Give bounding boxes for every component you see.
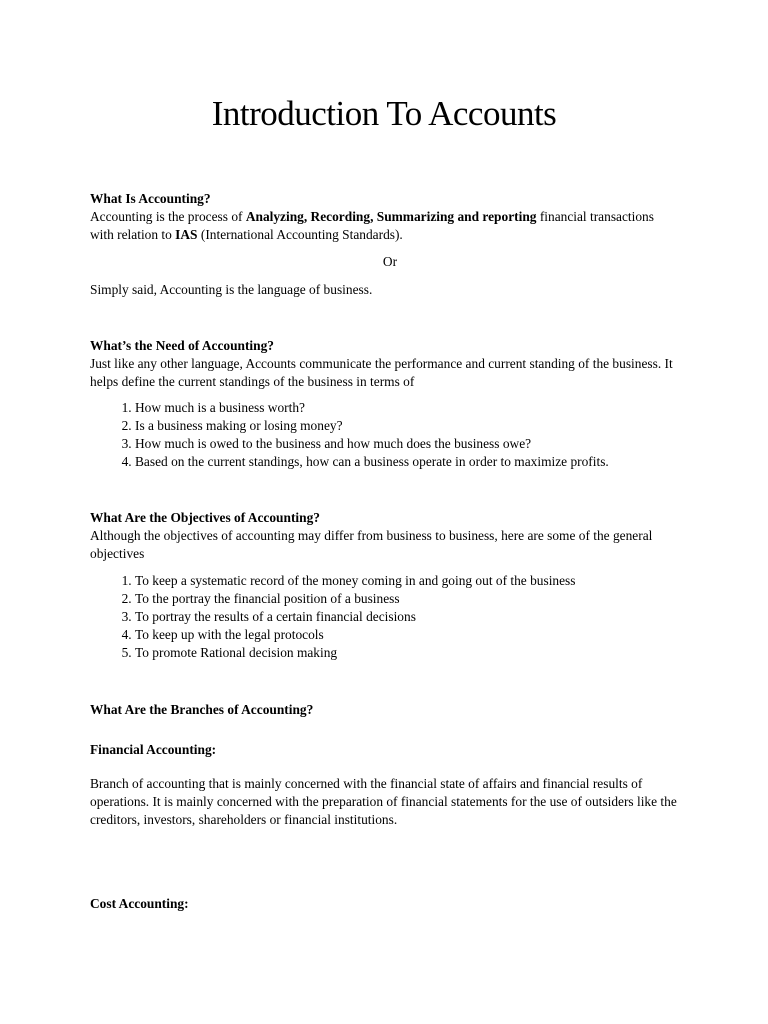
document-title: Introduction To Accounts — [211, 94, 557, 133]
list-item: 4. Based on the current standings, how can a business operate in order to maximize profits. — [135, 453, 690, 471]
definition-bold-1: Analyzing, Recording, Summarizing and reporting — [245, 209, 537, 224]
definition-paragraph — [90, 208, 690, 244]
financial-accounting-paragraph: Branch of accounting that is mainly concerned with the financial state of affairs and financial results of operations. It is mainly concerned with the preparation of financial statements for the use of outsiders like the creditors, investors, shareholders or financial institutions. — [90, 776, 677, 827]
list-item: 3. How much is owed to the business and how much does the business owe? — [135, 435, 690, 453]
list-item: 1. To keep a systematic record of the money coming in and going out of the business — [135, 572, 690, 590]
heading-what-is-accounting: What Is Accounting? — [90, 191, 211, 206]
heading-financial-accounting: Financial Accounting: — [90, 742, 217, 757]
heading-branches: What Are the Branches of Accounting? — [90, 702, 314, 717]
heading-objectives: What Are the Objectives of Accounting? — [90, 510, 320, 525]
objectives-intro-paragraph: Although the objectives of accounting may differ from business to business, here are some of the general objectives — [90, 528, 653, 561]
definition-bold-ias: IAS — [175, 227, 198, 242]
list-item: 5. To promote Rational decision making — [135, 644, 690, 662]
definition-text-1: Accounting is the process of — [90, 209, 246, 224]
definition-text-4: (International Accounting Standards). — [197, 227, 403, 242]
list-item: 1. How much is a business worth? — [135, 399, 690, 417]
or-separator: Or — [382, 254, 398, 269]
document-body — [90, 190, 690, 913]
list-item: 3. To portray the results of a certain financial decisions — [135, 608, 690, 626]
definition-text-3: with relation to — [90, 227, 176, 242]
heading-cost-accounting: Cost Accounting: — [90, 896, 189, 911]
heading-need-of-accounting: What’s the Need of Accounting? — [90, 338, 274, 353]
need-intro-paragraph: Just like any other language, Accounts communicate the performance and current standing of the business. It helps define the current standings of the business in terms of — [90, 356, 673, 389]
list-item: 2. To the portray the financial position of a business — [135, 590, 690, 608]
list-item: 4. To keep up with the legal protocols — [135, 626, 690, 644]
simply-said-paragraph: Simply said, Accounting is the language of business. — [90, 282, 373, 297]
need-list — [90, 399, 690, 471]
objectives-list — [90, 572, 690, 662]
definition-text-2: financial transactions — [536, 209, 654, 224]
list-item: 2. Is a business making or losing money? — [135, 417, 690, 435]
